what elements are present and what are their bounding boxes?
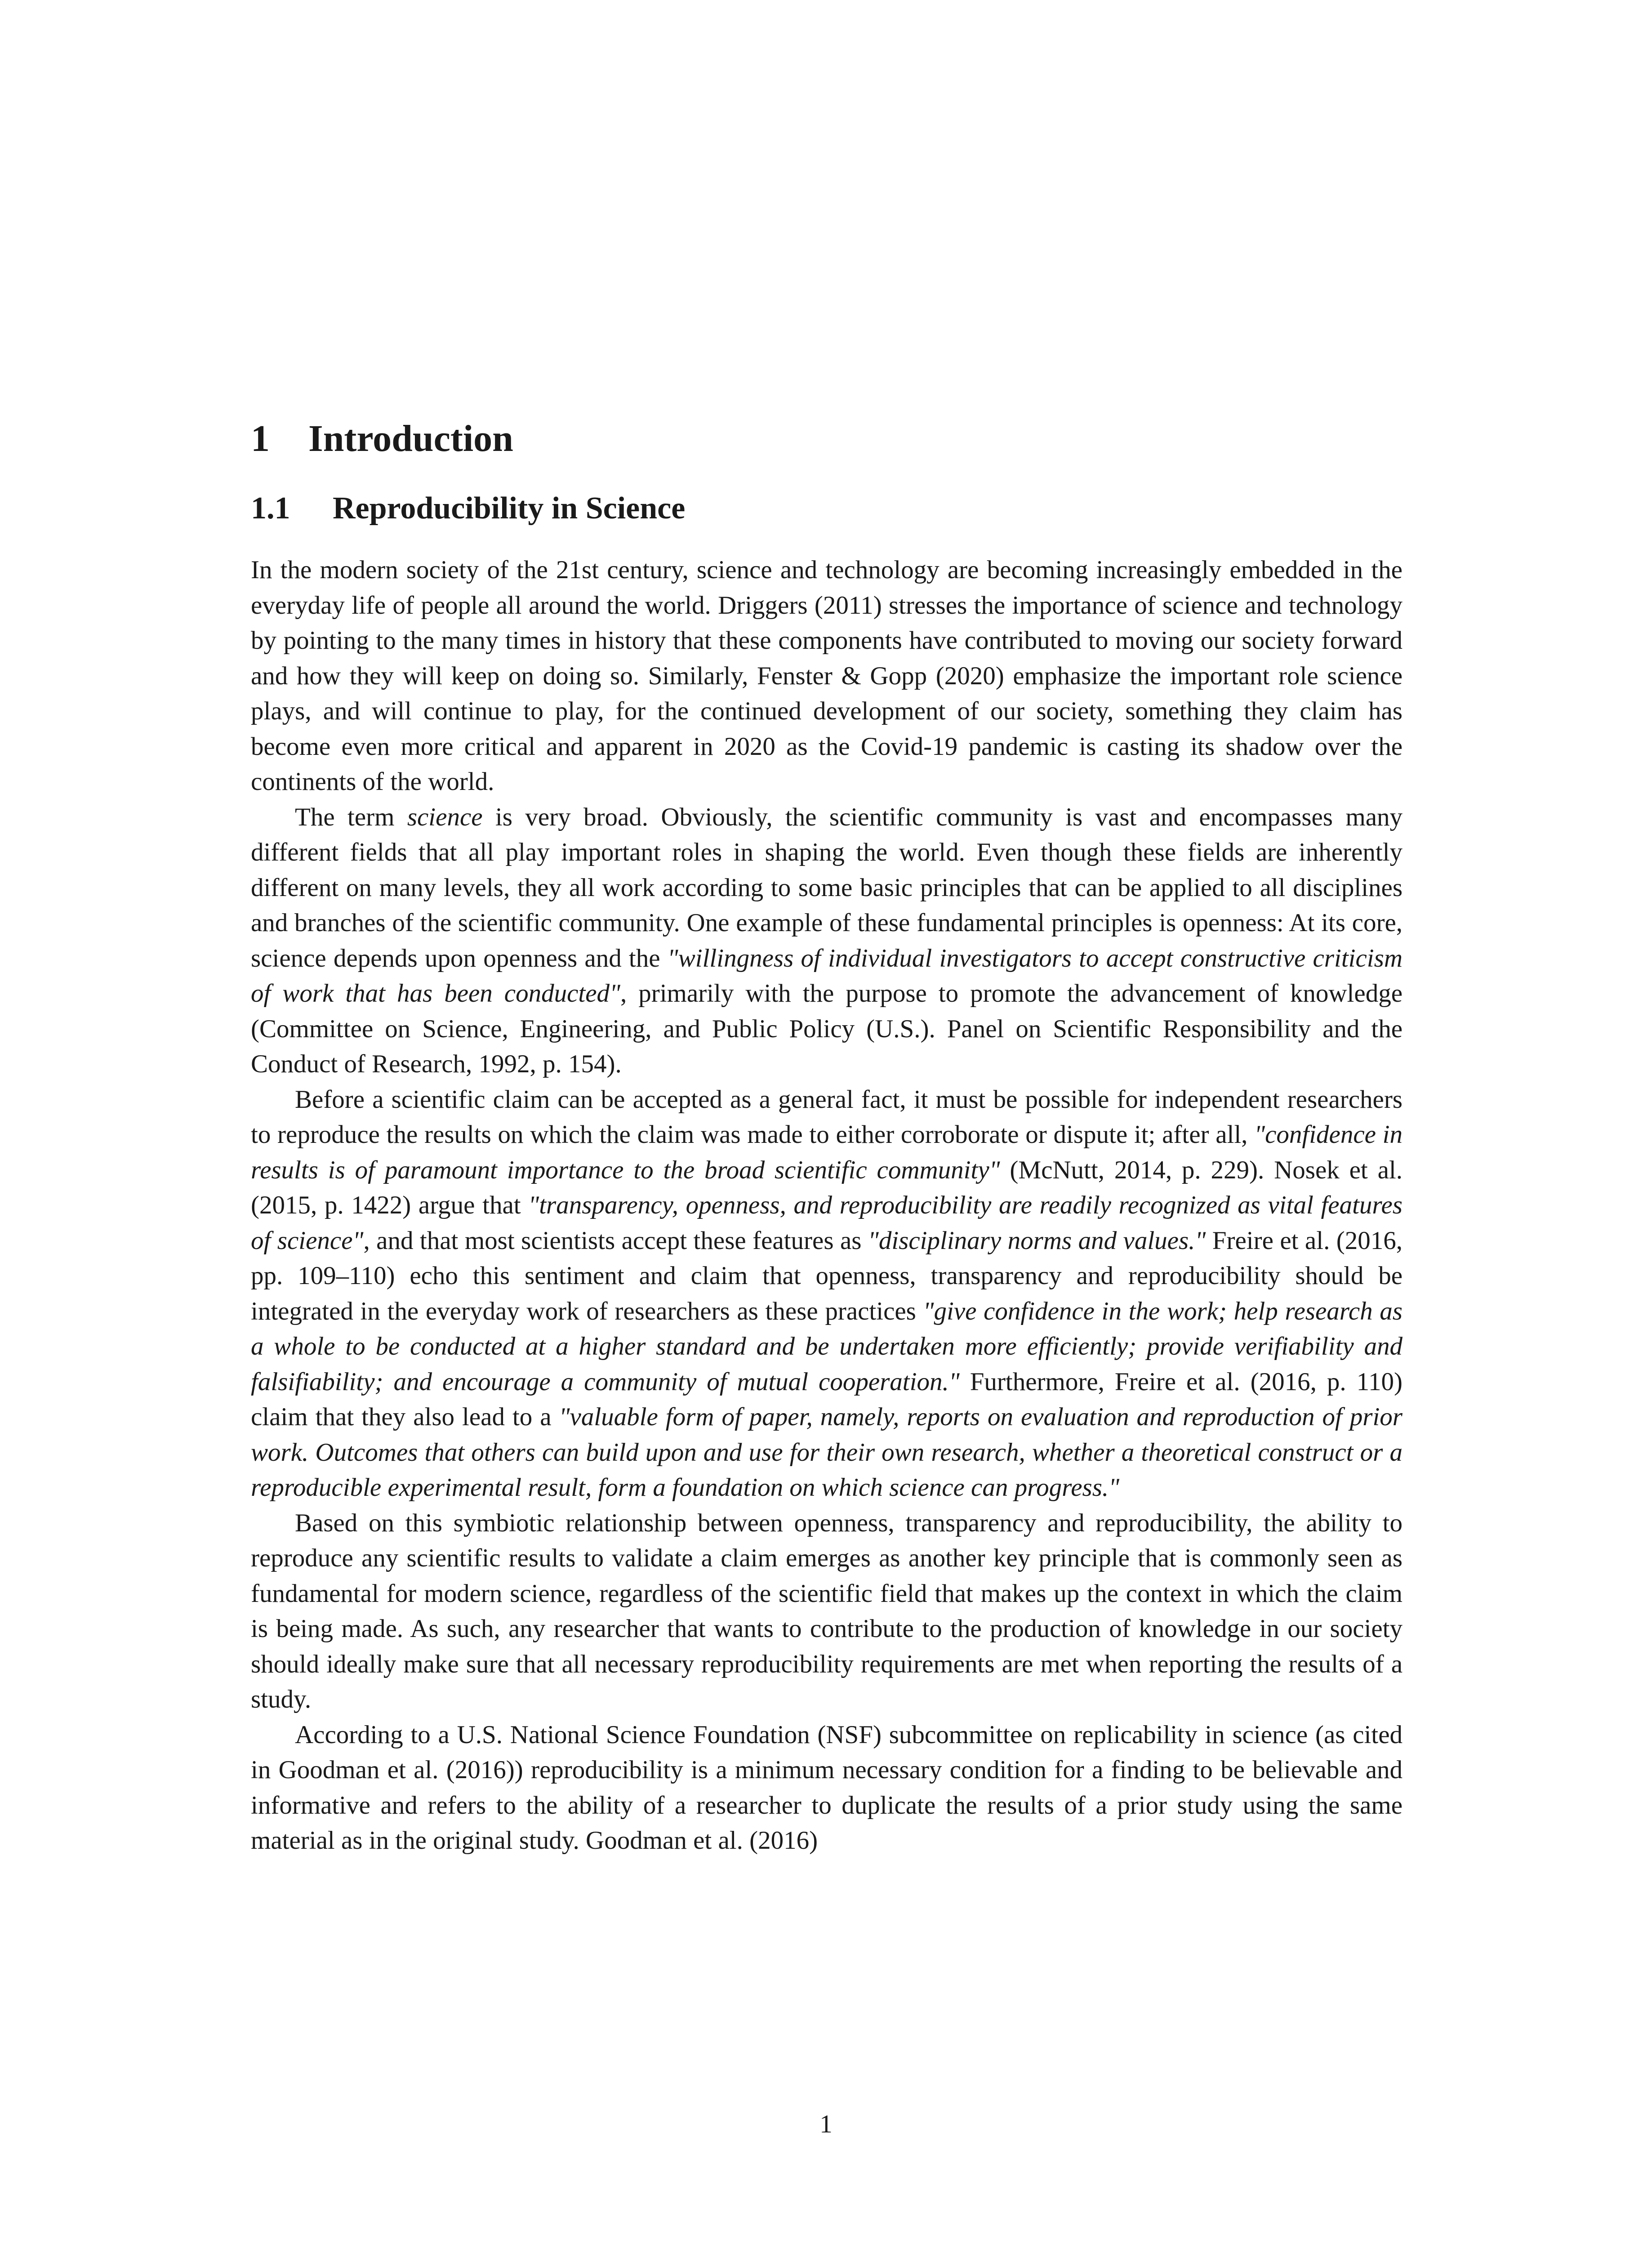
italic-quote: "confidence in results is of paramount importance to the broad scientific community" (251, 1120, 1403, 1184)
paragraph-text: In the modern society of the 21st century, science and technology are becoming increasingly embedded in the everyday life of people all around the world. Driggers (2011) stresses the importance of science and technology by pointing to the many times in history that these components have contributed to moving our society forward and how they will keep on doing so. Similarly, Fenster & Gopp (2020) emphasize the important role science plays, and will continue to play, for the continued development of our society, something they claim has become even more critical and apparent in 2020 as the Covid-19 pandemic is casting its shadow over the continents of the world. (251, 556, 1403, 796)
body-paragraph (251, 1717, 1403, 1859)
italic-quote: "valuable form of paper, namely, reports on evaluation and reproduction of prior work. Outcomes that others can build upon and use for their own research, whether a theoretical construct or a reproducible experimental result, form a foundation on which science can progress." (251, 1403, 1403, 1502)
body-paragraph (251, 553, 1403, 800)
italic-quote: "give confidence in the work; help research as a whole to be conducted at a higher standard and be undertaken more efficiently; provide verifiability and falsifiability; and encourage a community of mutual cooperation." (251, 1297, 1403, 1396)
body-paragraph (251, 1506, 1403, 1717)
body-text (251, 553, 1403, 1859)
paragraph-text: Based on this symbiotic relationship between openness, transparency and reproducibility, the ability to reproduce any scientific results to validate a claim emerges as another key principle that is commonly seen as fundamental for modern science, regardless of the scientific field that makes up the context in which the claim is being made. As such, any researcher that wants to contribute to the production of knowledge in our society should ideally make sure that all necessary reproducibility requirements are met when reporting the results of a study. (251, 1508, 1403, 1714)
paragraph-text: The term (295, 803, 407, 831)
paragraph-text: Before a scientific claim can be accepted as a general fact, it must be possible for independent researchers to reproduce the results on which the claim was made to either corroborate or dispute it; after all, (251, 1085, 1403, 1149)
italic-quote: science (407, 803, 483, 831)
paragraph-text: Freire et al. (2016, pp. 109–110) echo this sentiment and claim that openness, transparency and reproducibility should be integrated in the everyday work of researchers as these practices (251, 1226, 1403, 1325)
paragraph-text: is very broad. Obviously, the scientific community is vast and encompasses many different fields that all play important roles in shaping the world. Even though these fields are inherently different on many levels, they all work according to some basic principles that can be applied to all disciplines and branches of the scientific community. One example of these fundamental principles is openness: At its core, science depends upon openness and the (251, 803, 1403, 972)
chapter-heading (251, 418, 1403, 459)
body-paragraph (251, 800, 1403, 1082)
section-title: Reproducibility in Science (333, 491, 686, 526)
italic-quote: "willingness of individual investigators to accept constructive criticism of work that has been conducted" (251, 944, 1403, 1008)
paragraph-text: , and that most scientists accept these features as (363, 1226, 868, 1255)
chapter-title: Introduction (308, 418, 513, 459)
paragraph-text: Furthermore, Freire et al. (2016, p. 110) claim that they also lead to a (251, 1367, 1403, 1432)
italic-quote: "transparency, openness, and reproducibility are readily recognized as vital features of science" (251, 1191, 1403, 1255)
paragraph-text: , primarily with the purpose to promote the advancement of knowledge (Committee on Science, Engineering, and Public Policy (U.S.). Panel on Scientific Responsibility and the Conduct of Research, 1992, p. 154). (251, 979, 1403, 1079)
section-heading (251, 491, 1403, 526)
body-paragraph (251, 1082, 1403, 1506)
page-number: 1 (819, 2110, 833, 2138)
section-number: 1.1 (251, 491, 290, 526)
paragraph-text: (McNutt, 2014, p. 229). Nosek et al. (2015, p. 1422) argue that (251, 1155, 1403, 1220)
page-content (251, 418, 1403, 1859)
paragraph-text: According to a U.S. National Science Foundation (NSF) subcommittee on replicability in science (as cited in Goodman et al. (2016)) reproducibility is a minimum necessary condition for a finding to be believable and informative and refers to the ability of a researcher to duplicate the results of a prior study using the same material as in the original study. Goodman et al. (2016) (251, 1720, 1403, 1855)
chapter-number: 1 (251, 418, 270, 459)
italic-quote: "disciplinary norms and values." (868, 1226, 1206, 1255)
